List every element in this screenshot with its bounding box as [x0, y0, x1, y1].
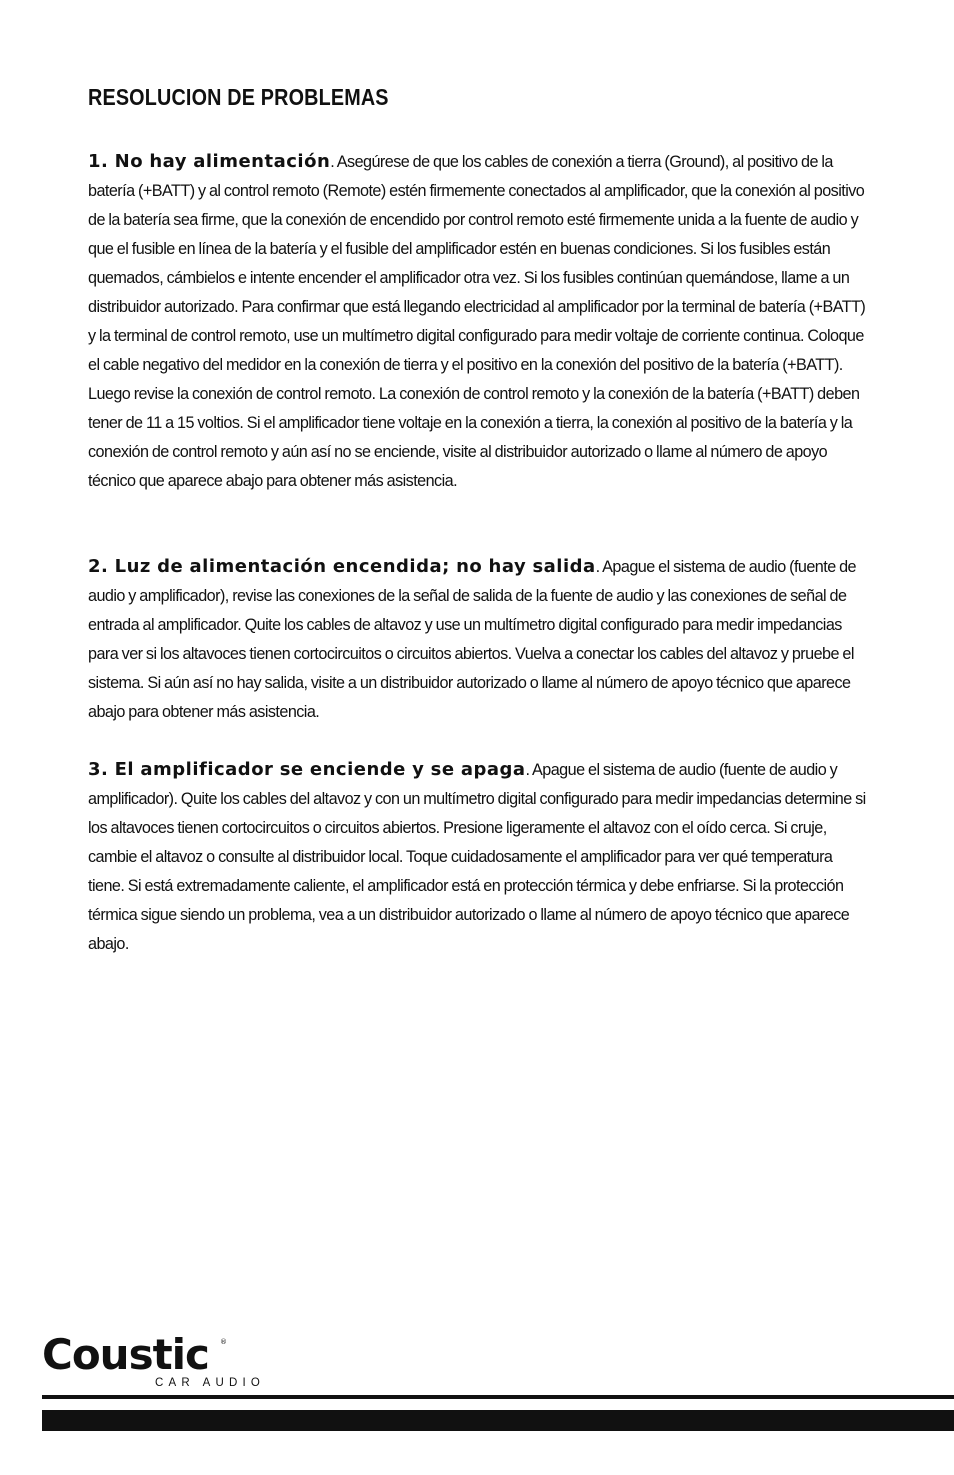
- logo-wordmark: Coustic: [42, 1330, 209, 1379]
- paragraph: [88, 552, 868, 727]
- troubleshooting-item-cycling: [88, 755, 868, 959]
- page-title: RESOLUCION DE PROBLEMAS: [88, 84, 389, 110]
- paragraph: [88, 755, 868, 959]
- troubleshooting-item-no-power: [88, 147, 868, 496]
- paragraph: [88, 147, 868, 496]
- item-heading: 3. El amplificador se enciende y se apaga: [88, 759, 526, 780]
- registered-mark: ®: [220, 1338, 227, 1346]
- brand-logo: [42, 1330, 282, 1394]
- item-body: . Asegúrese de que los cables de conexión a tierra (Ground), al positivo de la batería (+BATT) y al control remoto (Remote) estén firmemente conectados al amplificador, que la conexión al positivo de la batería sea firme, que la conexión de encendido por control remoto esté firmemente unida a la fuente de audio y que el fusible en línea de la batería y el fusible del amplificador estén en buenas condiciones. Si los fusibles están quemados, cámbielos e intente encender el amplificador otra vez. Si los fusibles continúan quemándose, llame a un distribuidor autorizado. Para confirmar que está llegando electricidad al amplificador por la terminal de batería (+BATT) y la terminal de control remoto, use un multímetro digital configurado para medir voltaje de corriente continua. Coloque el cable negativo del medidor en la conexión de tierra y el positivo en la conexión del positivo de la batería (+BATT). Luego revise la conexión de control remoto. La conexión de control remoto y la conexión de la batería (+BATT) deben tener de 11 a 15 voltios. Si el amplificador tiene voltaje en la conexión a tierra, la conexión al positivo de la batería y la conexión de control remoto y aún así no se enciende, visite al distribuidor autorizado o llame al número de apoyo técnico que aparece abajo para obtener más asistencia.: [88, 153, 866, 490]
- item-body: . Apague el sistema de audio (fuente de audio y amplificador), revise las conexiones de la señal de salida de la fuente de audio y las conexiones de señal de entrada al amplificador. Quite los cables de altavoz y use un multímetro digital configurado para medir impedancias para ver si los altavoces tienen cortocircuitos o circuitos abiertos. Vuelva a conectar los cables del altavoz y pruebe el sistema. Si aún así no hay salida, visite a un distribuidor autorizado o llame al número de apoyo técnico que aparece abajo para obtener más asistencia.: [88, 558, 857, 721]
- logo-subtitle: CAR AUDIO: [155, 1377, 266, 1389]
- troubleshooting-item-no-output: [88, 552, 868, 727]
- item-heading: 2. Luz de alimentación encendida; no hay salida: [88, 556, 596, 577]
- footer-rule-thin: [42, 1395, 954, 1399]
- item-body: . Apague el sistema de audio (fuente de audio y amplificador). Quite los cables del altavoz y con un multímetro digital configurado para medir impedancias determine si los altavoces tienen cortocircuitos o circuitos abiertos. Presione ligeramente el altavoz con el oído cerca. Si cruje, cambie el altavoz o consulte al distribuidor local. Toque cuidadosamente el amplificador para ver qué temperatura tiene. Si está extremadamente caliente, el amplificador está en protección térmica y debe enfriarse. Si la protección térmica sigue siendo un problema, vea a un distribuidor autorizado o llame al número de apoyo técnico que aparece abajo.: [88, 761, 866, 953]
- footer-rule-thick: [42, 1410, 954, 1431]
- item-heading: 1. No hay alimentación: [88, 151, 331, 172]
